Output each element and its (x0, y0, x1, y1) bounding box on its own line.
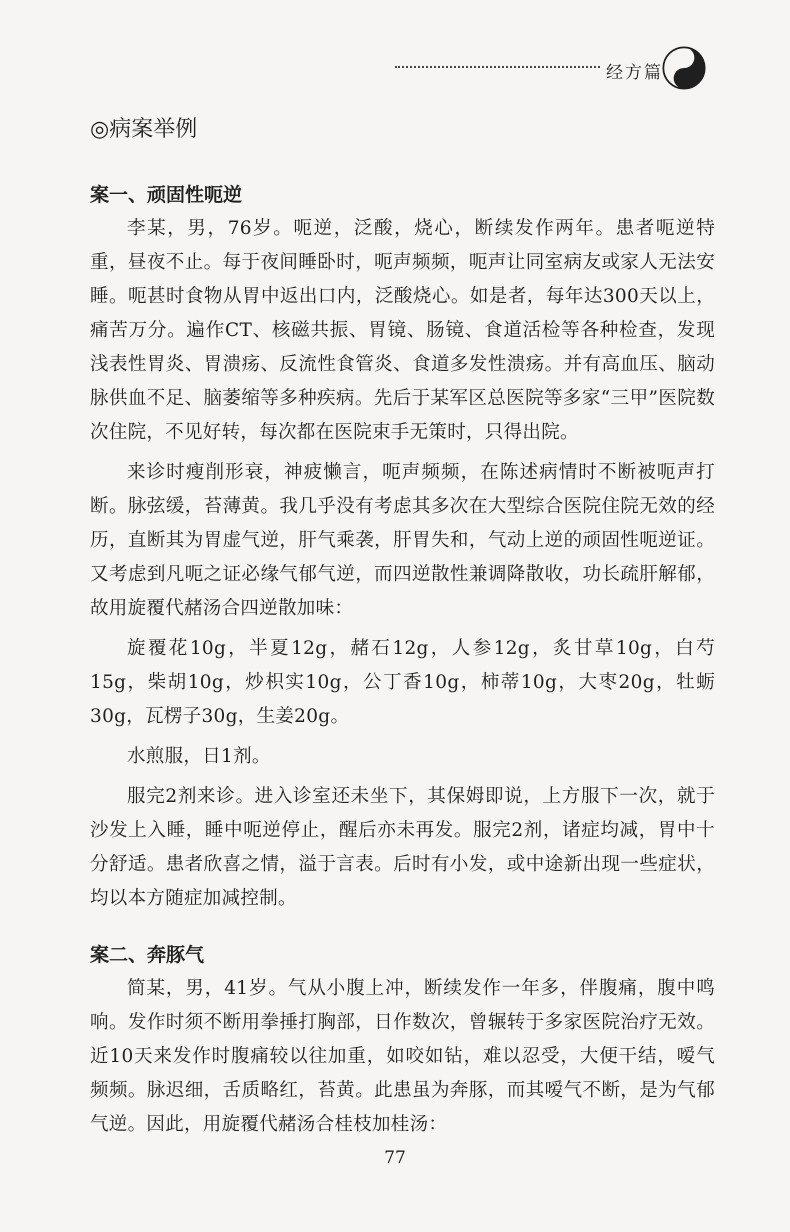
case-one-paragraph: 来诊时瘦削形衰，神疲懒言，呃声频频，在陈述病情时不断被呃声打断。脉弦缓，苔薄黄。我几乎没有考虑其多次在大型综合医院住院无效的经历，直断其为胃虚气逆，肝气乘袭，肝胃失和，气动上逆的顽固性呃逆证。又考虑到凡呃之证必缘气郁气逆，而四逆散性兼调降散收，功长疏肝解郁，故用旋覆代赭汤合四逆散加味： (90, 462, 715, 619)
page-body (90, 98, 715, 1142)
case-two-title: 案二、奔豚气 (90, 944, 205, 966)
section-heading: ◎病案举例 (90, 117, 198, 142)
header-dotted-leader (395, 66, 600, 68)
running-header (0, 0, 790, 110)
case-one-title: 案一、顽固性呃逆 (90, 184, 243, 206)
header-chapter-label: 经方篇 (606, 63, 663, 83)
case-one-prescription: 旋覆花10g，半夏12g，赭石12g，人参12g，炙甘草10g，白芍15g，柴胡10g，炒枳实10g，公丁香10g，柿蒂10g，大枣20g，牡蛎30g，瓦楞子30g，生姜20g。 (90, 638, 715, 727)
case-one-paragraph: 服完2剂来诊。进入诊室还未坐下，其保姆即说，上方服下一次，就于沙发上入睡，睡中呃逆停止，醒后亦未再发。服完2剂，诸症均减，胃中十分舒适。患者欣喜之情，溢于言表。后时有小发，或中途新出现一些症状，均以本方随症加减控制。 (90, 786, 715, 909)
case-two-paragraph: 简某，男，41岁。气从小腹上冲，断续发作一年多，伴腹痛，腹中鸣响。发作时须不断用拳捶打胸部，日作数次，曾辗转于多家医院治疗无效。近10天来发作时腹痛较以往加重，如咬如钻，难以忍受，大便干结，嗳气频频。脉迟细，舌质略红，苔黄。此患虽为奔豚，而其嗳气不断，是为气郁气逆。因此，用旋覆代赭汤合桂枝加桂汤： (90, 978, 715, 1135)
case-one-paragraph: 李某，男，76岁。呃逆，泛酸，烧心，断续发作两年。患者呃逆特重，昼夜不止。每于夜间睡卧时，呃声频频，呃声让同室病友或家人无法安睡。呃甚时食物从胃中返出口内，泛酸烧心。如是者，每年达300天以上，痛苦万分。遍作CT、核磁共振、胃镜、肠镜、食道活检等各种检查，发现浅表性胃炎、胃溃疡、反流性食管炎、食道多发性溃疡。并有高血压、脑动脉供血不足、脑萎缩等多种疾病。先后于某军区总医院等多家“三甲”医院数次住院，不见好转，每次都在医院束手无策时，只得出院。 (90, 218, 715, 443)
case-one-paragraph: 水煎服，日1剂。 (127, 746, 271, 767)
yin-yang-icon (662, 46, 706, 90)
page-number: 77 (384, 1148, 406, 1168)
